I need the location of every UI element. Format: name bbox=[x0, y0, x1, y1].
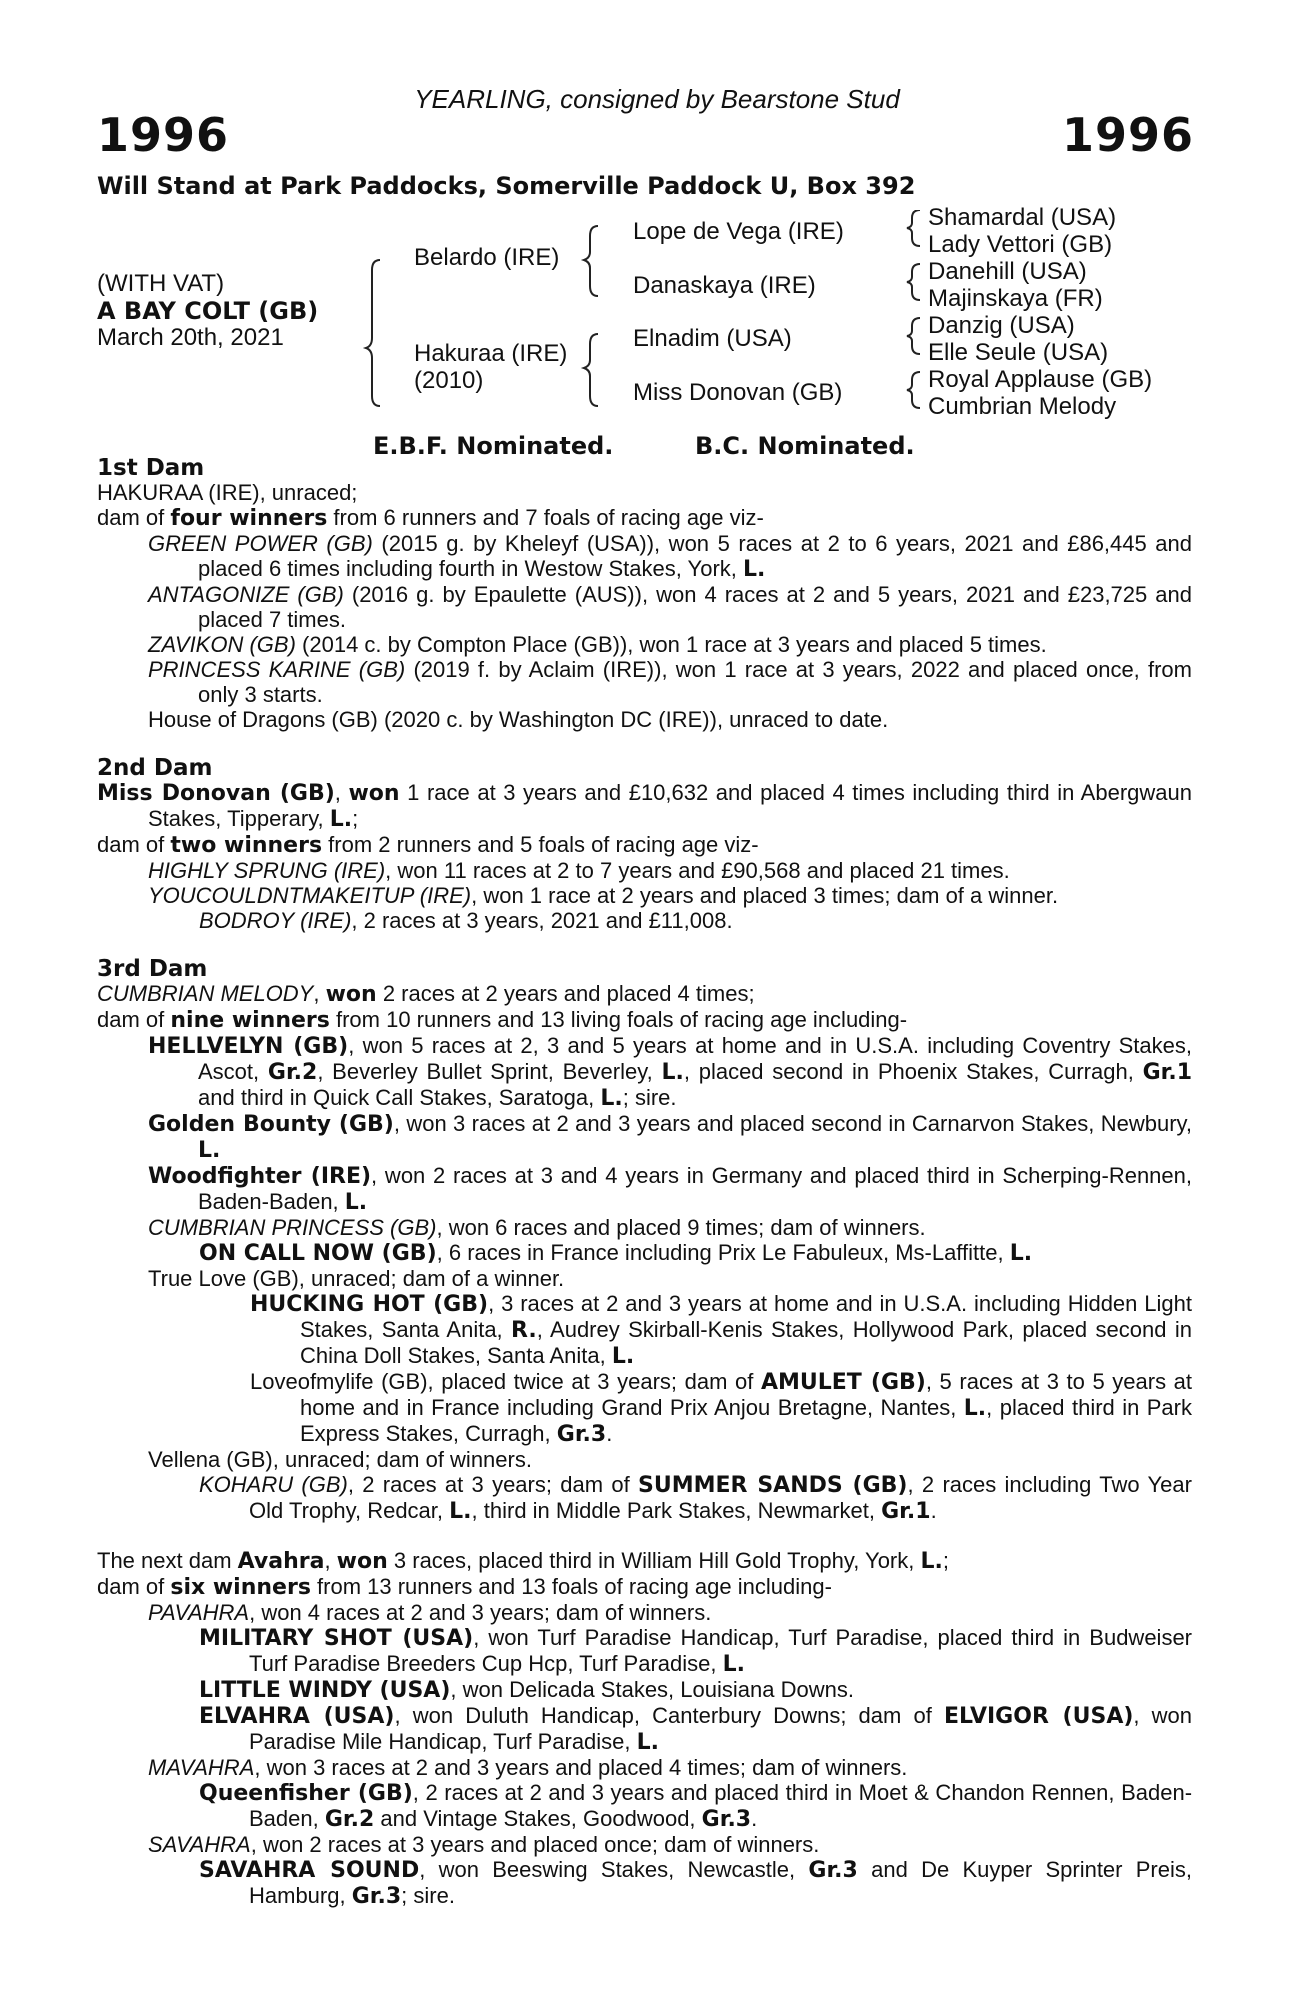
dam: Hakuraa (IRE) bbox=[414, 340, 568, 367]
dam-sire-brace bbox=[366, 260, 380, 406]
third-dam-heading: 3rd Dam bbox=[97, 956, 208, 982]
produce-entry: Loveofmylife (GB), placed twice at 3 years; dam of AMULET (GB), 5 races at 3 to 5 years at home and in France including Grand Prix Anjou Bretagne, Nantes, L., placed third in Park Express Stakes, Curragh, Gr.3. bbox=[250, 1369, 1193, 1447]
catalogue-body bbox=[97, 456, 1192, 1933]
produce-entry: Queenfisher (GB), 2 races at 2 and 3 years and placed third in Moet & Chandon Rennen, Baden-Baden, Gr.2 and Vintage Stakes, Goodwood, Gr.3. bbox=[199, 1780, 1193, 1832]
dam-dam: Miss Donovan (GB) bbox=[633, 379, 843, 406]
produce-entry: ZAVIKON (GB) (2014 c. by Compton Place (GB)), won 1 race at 3 years and placed 5 times. bbox=[148, 632, 1047, 657]
produce-entry: HUCKING HOT (GB), 3 races at 2 and 3 years at home and in U.S.A. including Hidden Light Stakes, Santa Anita, R., Audrey Skirball-Kenis Stakes, Hollywood Park, placed second in China Doll Stakes, Santa Anita, L. bbox=[250, 1291, 1193, 1369]
produce-entry: PRINCESS KARINE (GB) (2019 f. by Aclaim (IRE)), won 1 race at 3 years, 2022 and placed once, from only 3 starts. bbox=[148, 657, 1192, 707]
produce-entry: KOHARU (GB), 2 races at 3 years; dam of SUMMER SANDS (GB), 2 races including Two Year Old Trophy, Redcar, L., third in Middle Park Stakes, Newmarket, Gr.1. bbox=[199, 1472, 1192, 1524]
sire-sire: Lope de Vega (IRE) bbox=[633, 218, 844, 245]
gen3-2: Lady Vettori (GB) bbox=[928, 231, 1113, 258]
produce-entry: BODROY (IRE), 2 races at 3 years, 2021 and £11,008. bbox=[199, 908, 733, 933]
lot-number-left: 1996 bbox=[97, 108, 230, 162]
next-dam-line: The next dam Avahra, won 3 races, placed third in William Hill Gold Trophy, York, L.; bbox=[97, 1548, 949, 1574]
vat-note: (WITH VAT) bbox=[97, 270, 225, 297]
third-dam-section bbox=[97, 957, 1192, 1524]
produce-entry: Golden Bounty (GB), won 3 races at 2 and 3 years and placed second in Carnarvon Stakes, Newbury, L. bbox=[148, 1111, 1192, 1163]
produce-entry: LITTLE WINDY (USA), won Delicada Stakes, Louisiana Downs. bbox=[199, 1677, 854, 1703]
second-dam-produce-summary: dam of two winners from 2 runners and 5 foals of racing age viz- bbox=[97, 832, 759, 858]
produce-entry: ON CALL NOW (GB), 6 races in France including Prix Le Fabuleux, Ms-Laffitte, L. bbox=[199, 1240, 1033, 1266]
produce-entry: CUMBRIAN PRINCESS (GB), won 6 races and placed 9 times; dam of winners. bbox=[148, 1215, 926, 1240]
gen3-1: Shamardal (USA) bbox=[928, 204, 1117, 231]
produce-entry: MILITARY SHOT (USA), won Turf Paradise Handicap, Turf Paradise, placed third in Budweiser Turf Paradise Breeders Cup Hcp, Turf Paradise, L. bbox=[199, 1625, 1193, 1677]
produce-entry: House of Dragons (GB) (2020 c. by Washington DC (IRE)), unraced to date. bbox=[148, 707, 889, 732]
horse-name: A BAY COLT (GB) bbox=[97, 297, 319, 325]
produce-entry: GREEN POWER (GB) (2015 g. by Kheleyf (USA)), won 5 races at 2 to 6 years, 2021 and £86,445 and placed 6 times including fourth in Westow Stakes, York, L. bbox=[148, 531, 1192, 582]
dam-sire: Elnadim (USA) bbox=[633, 325, 792, 352]
produce-entry: PAVAHRA, won 4 races at 2 and 3 years; dam of winners. bbox=[148, 1600, 712, 1625]
bc-nomination: B.C. Nominated. bbox=[695, 432, 915, 460]
dam-year: (2010) bbox=[414, 367, 484, 394]
produce-entry: True Love (GB), unraced; dam of a winner. bbox=[148, 1266, 565, 1291]
third-dam-line: CUMBRIAN MELODY, won 2 races at 2 years and placed 4 times; bbox=[97, 981, 755, 1007]
gen3-7: Royal Applause (GB) bbox=[928, 366, 1153, 393]
second-dam-section bbox=[97, 756, 1192, 933]
produce-entry: YOUCOULDNTMAKEITUP (IRE), won 1 race at 2 years and placed 3 times; dam of a winner. bbox=[148, 883, 1059, 908]
third-dam-produce-summary: dam of nine winners from 10 runners and 13 living foals of racing age including- bbox=[97, 1007, 908, 1033]
first-dam-produce-summary: dam of four winners from 6 runners and 7 foals of racing age viz- bbox=[97, 505, 764, 531]
foaling-date: March 20th, 2021 bbox=[97, 324, 284, 351]
lot-number-right: 1996 bbox=[1061, 108, 1194, 162]
produce-entry: SAVAHRA, won 2 races at 3 years and placed once; dam of winners. bbox=[148, 1832, 820, 1857]
produce-entry: ANTAGONIZE (GB) (2016 g. by Epaulette (AUS)), won 4 races at 2 and 5 years, 2021 and £23,725 and placed 7 times. bbox=[148, 582, 1192, 632]
consignment-line: YEARLING, consigned by Bearstone Stud bbox=[414, 84, 900, 114]
produce-entry: SAVAHRA SOUND, won Beeswing Stakes, Newcastle, Gr.3 and De Kuyper Sprinter Preis, Hamburg, Gr.3; sire. bbox=[199, 1857, 1192, 1909]
gen3-5: Danzig (USA) bbox=[928, 312, 1075, 339]
ebf-nomination: E.B.F. Nominated. bbox=[373, 432, 614, 460]
produce-entry: ELVAHRA (USA), won Duluth Handicap, Canterbury Downs; dam of ELVIGOR (USA), won Paradise Mile Handicap, Turf Paradise, L. bbox=[199, 1703, 1193, 1755]
second-dam-line: Miss Donovan (GB), won 1 race at 3 years and £10,632 and placed 4 times including third in Abergwaun Stakes, Tipperary, L.; bbox=[97, 780, 1192, 832]
next-dam-section bbox=[97, 1548, 1192, 1909]
gen3-3: Danehill (USA) bbox=[928, 258, 1087, 285]
first-dam-line: HAKURAA (IRE), unraced; bbox=[97, 480, 358, 505]
next-dam-produce-summary: dam of six winners from 13 runners and 13 foals of racing age including- bbox=[97, 1574, 832, 1600]
sire-dam: Danaskaya (IRE) bbox=[633, 272, 816, 299]
sire: Belardo (IRE) bbox=[414, 244, 560, 271]
stand-location: Will Stand at Park Paddocks, Somerville Paddock U, Box 392 bbox=[97, 172, 916, 200]
produce-entry: Woodfighter (IRE), won 2 races at 3 and 4 years in Germany and placed third in Scherping-Rennen, Baden-Baden, L. bbox=[148, 1163, 1193, 1215]
first-dam-section bbox=[97, 456, 1192, 732]
gen3-4: Majinskaya (FR) bbox=[928, 285, 1103, 312]
first-dam-heading: 1st Dam bbox=[97, 455, 205, 481]
dam-brace bbox=[584, 334, 598, 406]
produce-entry: Vellena (GB), unraced; dam of winners. bbox=[148, 1447, 532, 1472]
gen3-6: Elle Seule (USA) bbox=[928, 339, 1109, 366]
second-dam-heading: 2nd Dam bbox=[97, 755, 213, 781]
sire-brace bbox=[584, 226, 598, 296]
produce-entry: HELLVELYN (GB), won 5 races at 2, 3 and 5 years at home and in U.S.A. including Coventry Stakes, Ascot, Gr.2, Beverley Bullet Sprint, Beverley, L., placed second in Phoenix Stakes, Curragh, Gr.1 and third in Quick Call Stakes, Saratoga, L.; sire. bbox=[148, 1033, 1192, 1111]
produce-entry: HIGHLY SPRUNG (IRE), won 11 races at 2 to 7 years and £90,568 and placed 21 times. bbox=[148, 858, 1010, 883]
produce-entry: MAVAHRA, won 3 races at 2 and 3 years and placed 4 times; dam of winners. bbox=[148, 1755, 908, 1780]
gen3-8: Cumbrian Melody bbox=[928, 393, 1117, 420]
